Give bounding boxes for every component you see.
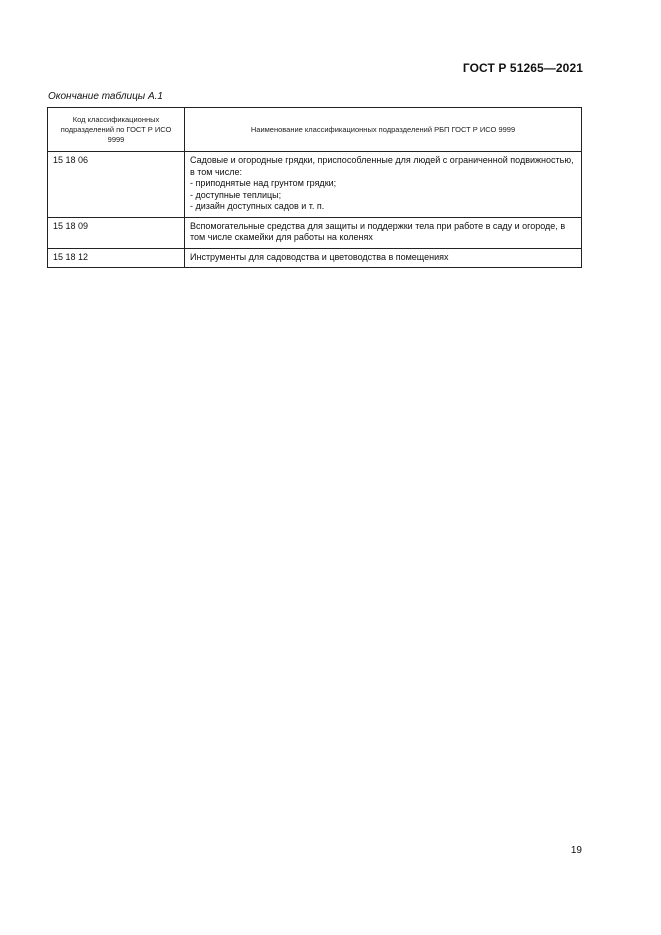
- row-code: 15 18 09: [48, 217, 185, 248]
- row-name-cell: [185, 152, 582, 218]
- table-row: [48, 248, 582, 268]
- document-code: ГОСТ Р 51265—2021: [462, 61, 583, 75]
- classification-table: [47, 107, 582, 268]
- table-row: [48, 217, 582, 248]
- row-code: 15 18 12: [48, 248, 185, 268]
- row-name: Инструменты для садоводства и цветоводства в помещениях: [185, 248, 582, 268]
- page-number: 19: [570, 845, 582, 856]
- list-item: - дизайн доступных садов и т. п.: [190, 201, 325, 211]
- table-caption: Окончание таблицы А.1: [48, 91, 163, 102]
- column-header-code: Код классификационных подразделений по ГОСТ Р ИСО 9999: [48, 108, 185, 152]
- table-row: [48, 152, 582, 218]
- row-code: 15 18 06: [48, 152, 185, 218]
- column-header-name: Наименование классификационных подразделений РБП ГОСТ Р ИСО 9999: [185, 108, 582, 152]
- list-item: - приподнятые над грунтом грядки;: [190, 178, 337, 188]
- list-item: - доступные теплицы;: [190, 189, 282, 200]
- table-header-row: [48, 108, 582, 152]
- row-name: Вспомогательные средства для защиты и поддержки тела при работе в саду и огороде, в том числе скамейки для работы на коленях: [185, 217, 582, 248]
- row-name: Садовые и огородные грядки, приспособленные для людей с ограниченной подвижностью, в том числе:: [190, 155, 574, 177]
